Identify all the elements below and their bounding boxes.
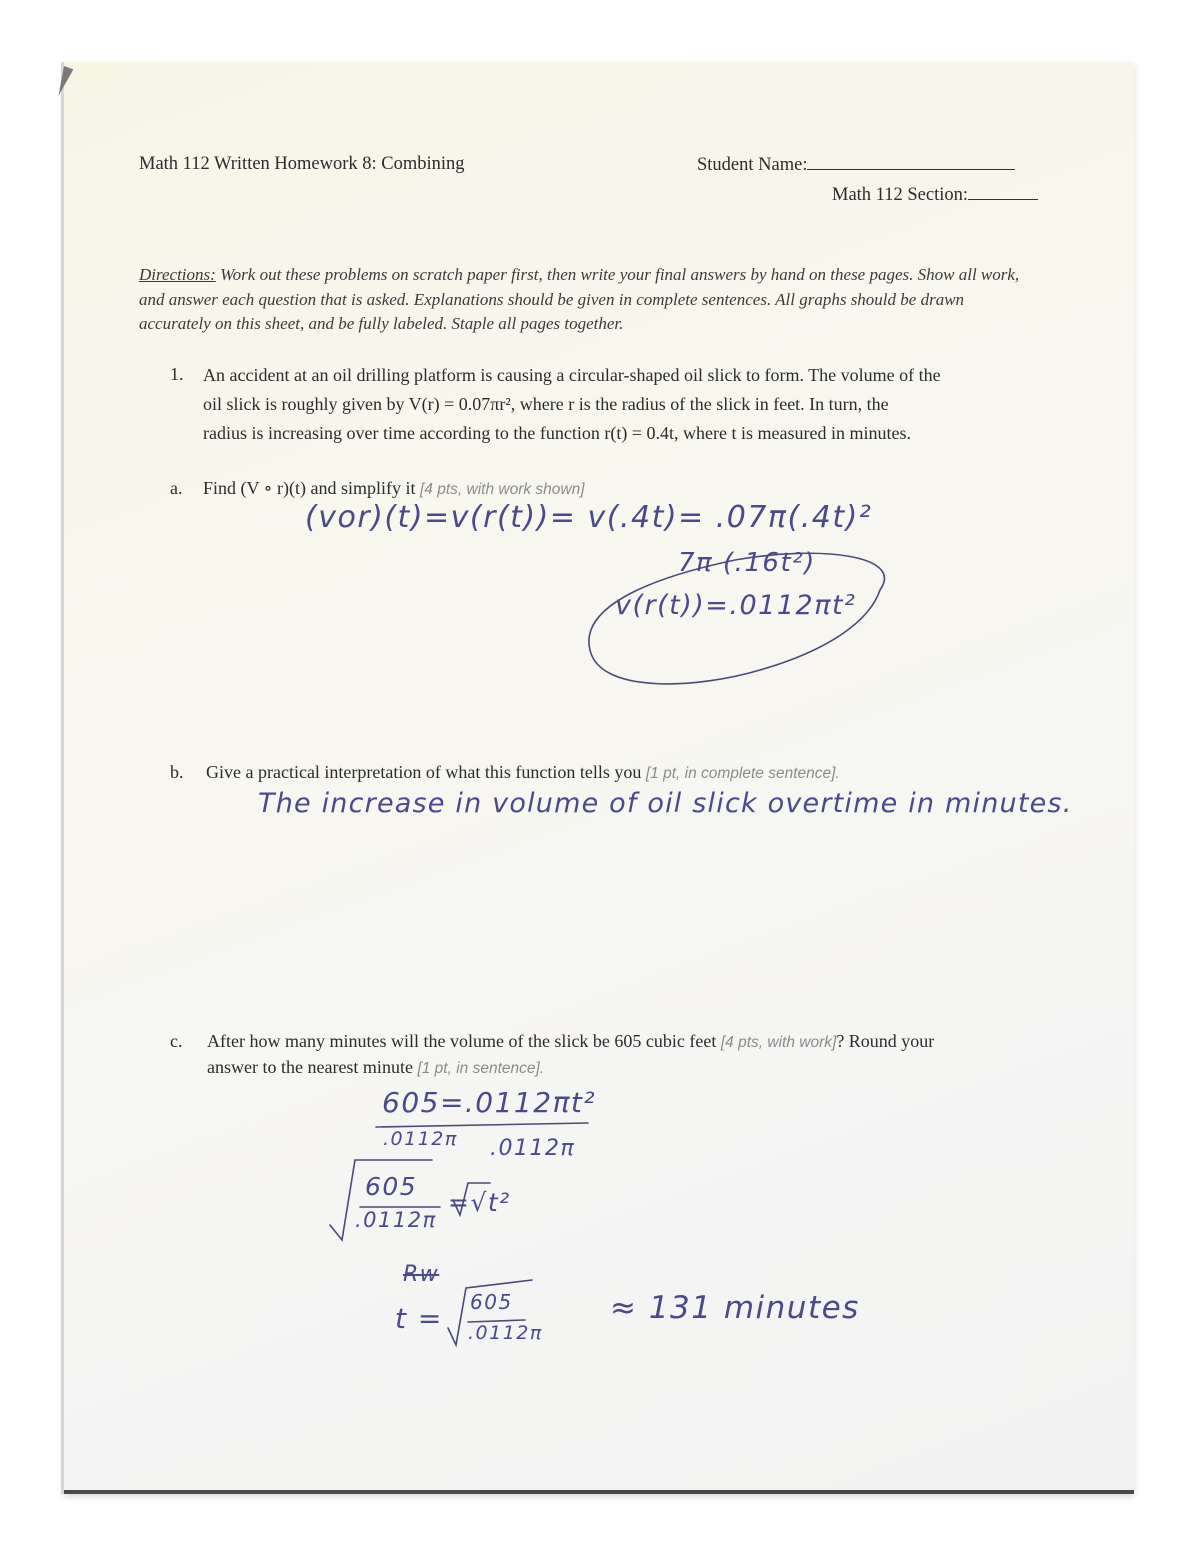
part-c-points-2: [1 pt, in sentence]. — [417, 1060, 545, 1077]
student-name-label: Student Name: — [697, 155, 808, 175]
part-c-radical-1 — [330, 1160, 432, 1240]
part-c-prompt-text-2: answer to the nearest minute — [207, 1057, 413, 1077]
part-c-t-numerator: 605 — [470, 1290, 513, 1314]
part-c-result: ≈ 131 minutes — [610, 1290, 860, 1326]
part-a-letter: a. — [170, 478, 183, 498]
directions-text: Work out these problems on scratch paper first, then write your final answers by hand on these pages. Show all work, and answer each question that is asked. Explanations should be given in complete sentences. All graphs should be drawn accurately on this sheet, and be fully labeled. Staple all pages together. — [139, 265, 1020, 333]
part-a-work-line-1: (vor)(t)=v(r(t))= v(.4t)= .07π(.4t)² — [305, 500, 873, 535]
part-c-points-1: [4 pts, with work] — [720, 1034, 837, 1051]
part-a-answer: v(r(t))=.0112πt² — [615, 590, 857, 621]
part-c-t-equals: t = — [395, 1302, 443, 1335]
part-c-fraction-bar-1 — [376, 1123, 588, 1127]
part-c-prompt-end: ? Round your — [836, 1031, 935, 1051]
part-a-work-line-2: 7π (.16t²) — [678, 548, 816, 578]
part-c-equation: 605=.0112πt² — [382, 1086, 597, 1119]
part-c-divisor-right: .0112π — [490, 1136, 576, 1161]
part-b-prompt-text: Give a practical interpretation of what this function tells you — [206, 762, 642, 782]
part-b-points: [1 pt, in complete sentence]. — [645, 765, 840, 782]
worksheet-title: Math 112 Written Homework 8: Combining — [139, 154, 465, 174]
part-a-prompt-text: Find (V ∘ r)(t) and simplify it — [203, 478, 416, 498]
part-c-rhs: =√t² — [448, 1188, 511, 1217]
part-c-t-denominator: .0112π — [468, 1322, 543, 1344]
part-c-fraction-numerator: 605 — [365, 1172, 418, 1201]
part-c-radical-3 — [448, 1280, 532, 1345]
part-c-fraction-bar-3 — [468, 1320, 525, 1322]
problem-line-2: oil slick is roughly given by V(r) = 0.07πr², where r is the radius of the slick in feet. In turn, the — [203, 394, 889, 414]
part-b-letter: b. — [170, 762, 184, 782]
part-c-radical-2 — [453, 1183, 490, 1215]
part-a-points: [4 pts, with work shown] — [419, 481, 585, 498]
part-c-divisor-left: .0112π — [383, 1128, 458, 1150]
part-c-fraction-denominator: .0112π — [355, 1208, 437, 1232]
section-label: Math 112 Section: — [832, 185, 968, 205]
problem-line-1: An accident at an oil drilling platform is causing a circular-shaped oil slick to form. The volume of the — [203, 365, 941, 385]
part-c-prompt-text-1: After how many minutes will the volume of the slick be 605 cubic feet — [207, 1031, 717, 1051]
problem-line-3: radius is increasing over time according to the function r(t) = 0.4t, where t is measured in minutes. — [203, 423, 911, 443]
part-c-letter: c. — [170, 1031, 183, 1051]
directions-label: Directions: — [139, 265, 216, 284]
problem-number: 1. — [170, 364, 184, 384]
answer-circle — [589, 553, 885, 684]
part-b-answer: The increase in volume of oil slick overtime in minutes. — [258, 788, 1073, 819]
part-c-scratch: Rw — [403, 1262, 440, 1287]
